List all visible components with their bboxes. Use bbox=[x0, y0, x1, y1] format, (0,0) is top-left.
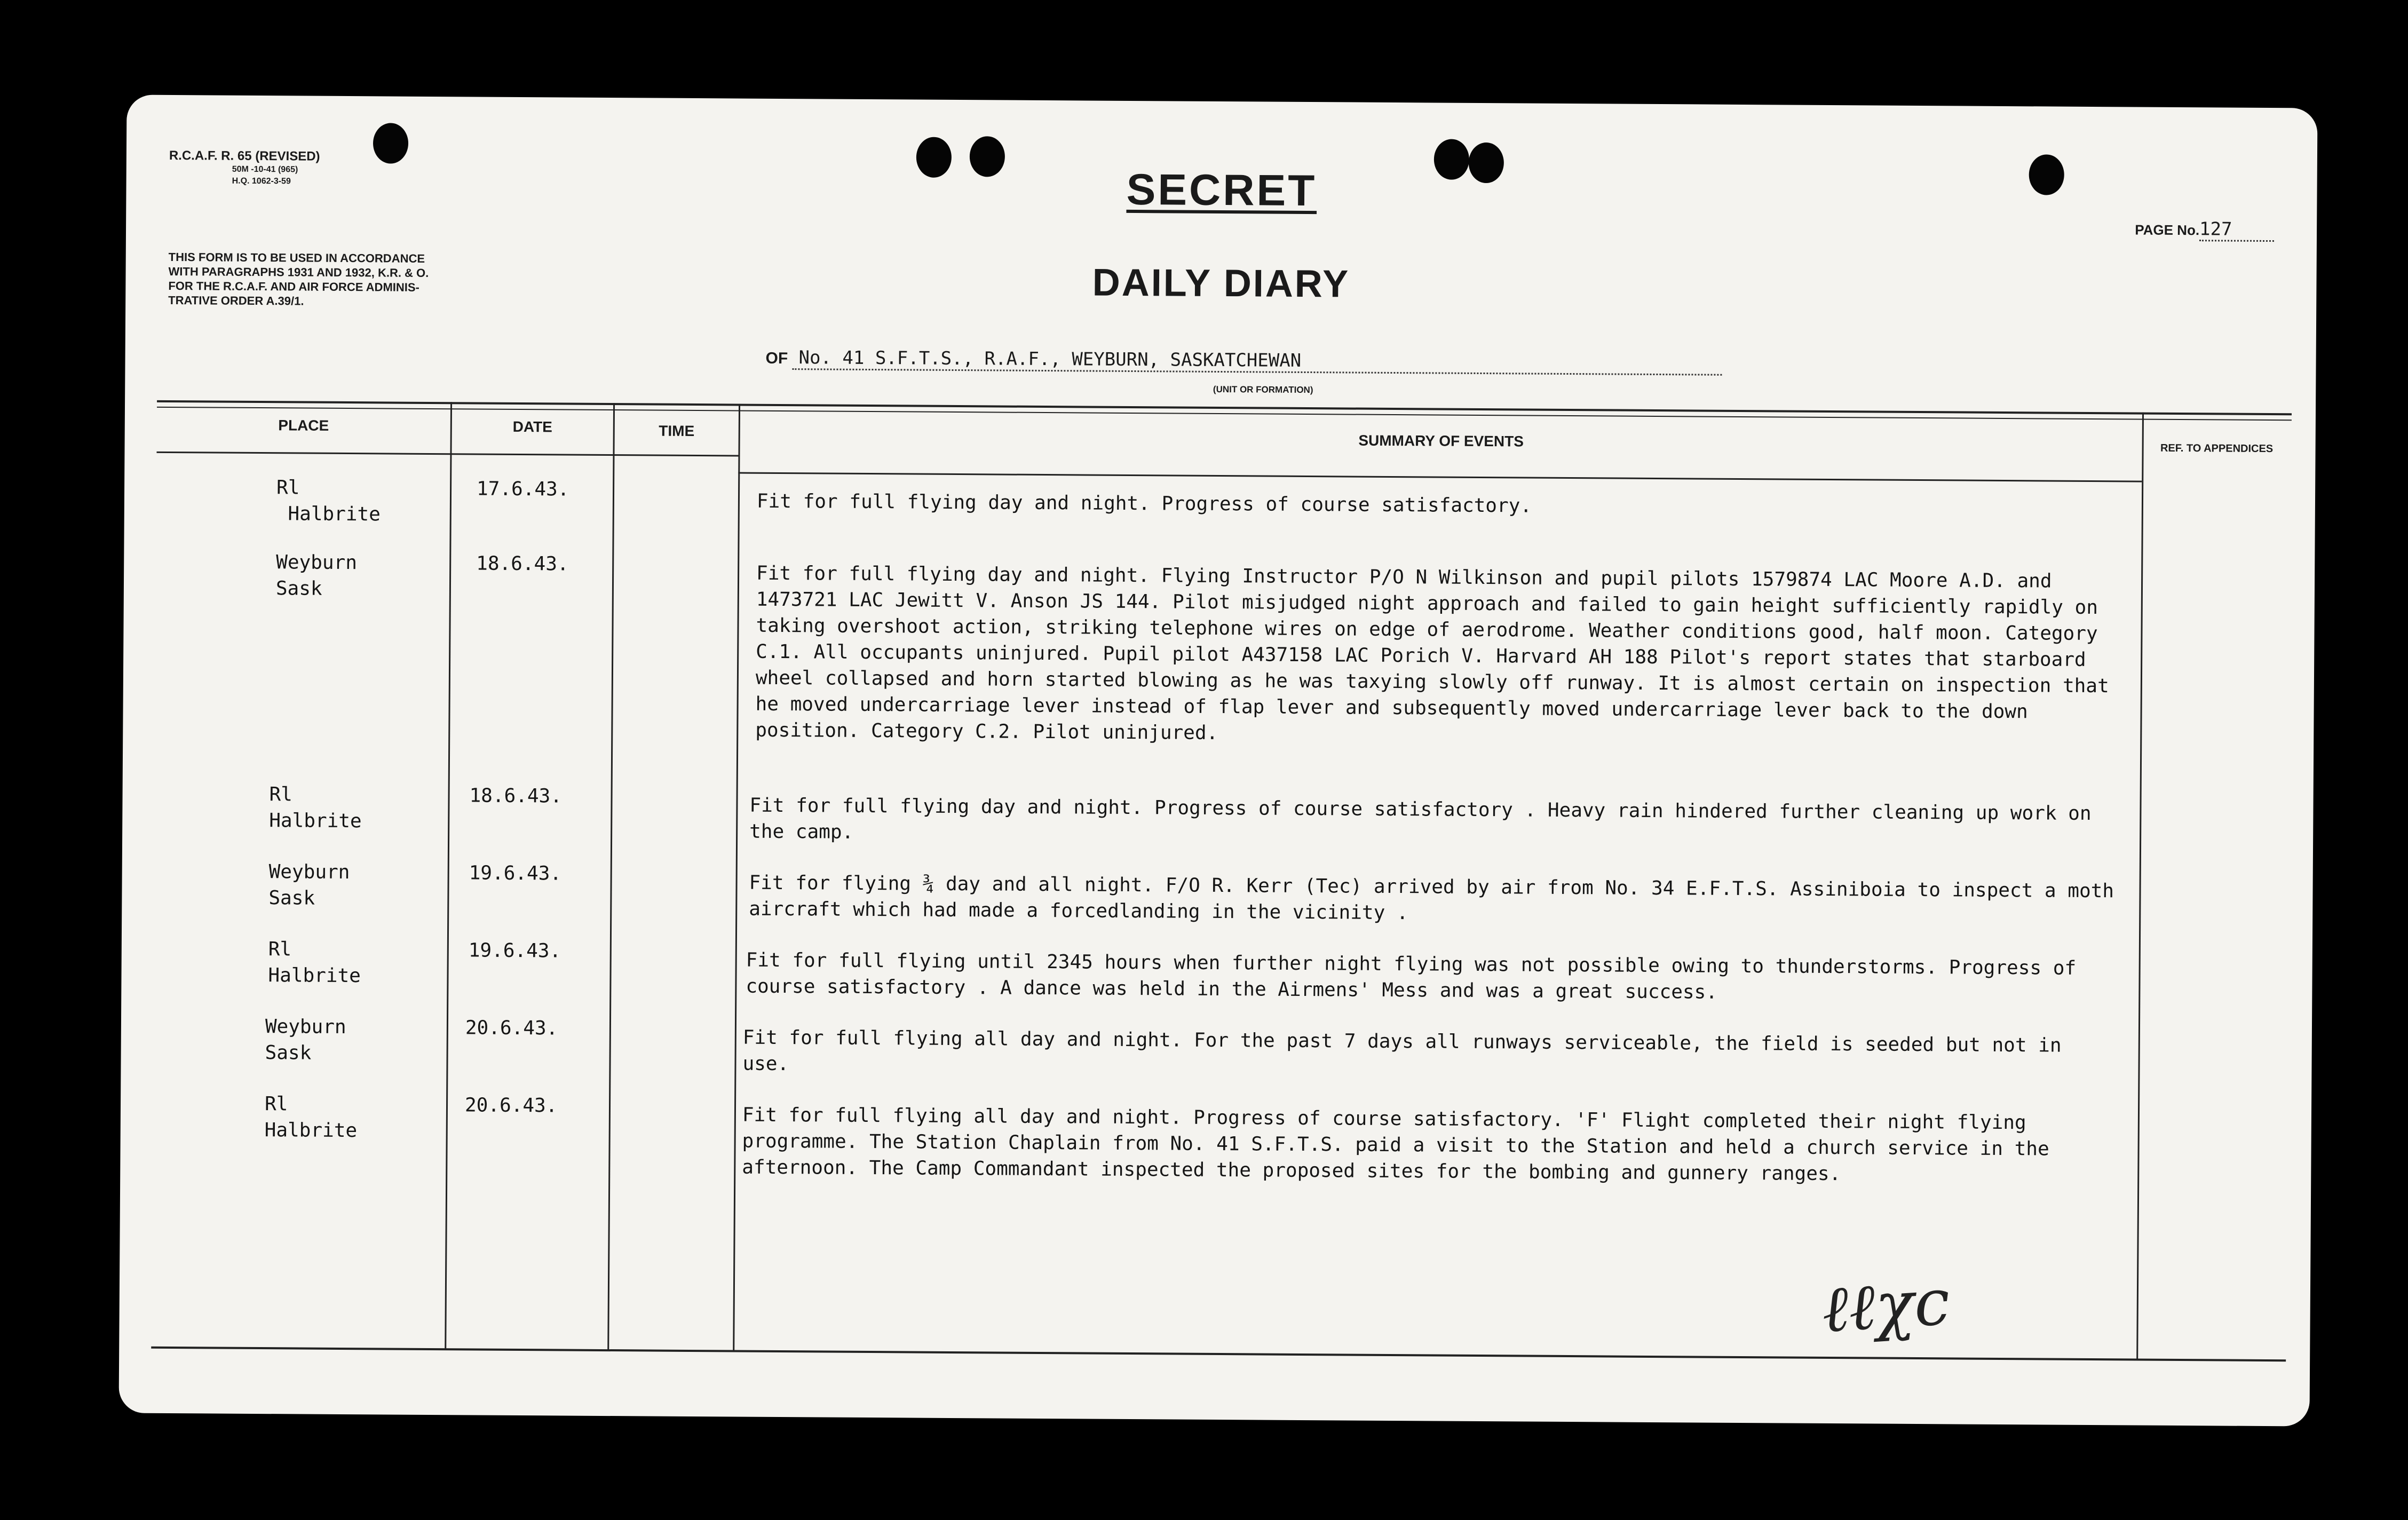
entry-date: 20.6.43. bbox=[465, 1017, 558, 1040]
unit-value: No. 41 S.F.T.S., R.A.F., WEYBURN, SASKATCHEWAN bbox=[792, 347, 1722, 376]
punch-hole bbox=[373, 123, 408, 163]
page-title: DAILY DIARY bbox=[1092, 261, 1350, 306]
entry-summary: Fit for flying ¾ day and all night. F/O R. Kerr (Tec) arrived by air from No. 34 E.F.T.S. Assiniboia to inspect a moth aircraft which had made a forcedlanding in the vicinity . bbox=[749, 872, 2114, 924]
page-number bbox=[2135, 218, 2274, 242]
entry-place: Rl Halbrite bbox=[276, 477, 381, 526]
form-hq-code: H.Q. 1062-3-59 bbox=[232, 176, 291, 186]
page-number-value: 127 bbox=[2199, 218, 2274, 242]
entry-place: Rl Halbrite bbox=[264, 1093, 358, 1142]
entry-place: Weyburn Sask bbox=[275, 551, 358, 600]
entry-date: 20.6.43. bbox=[464, 1094, 558, 1117]
entry-date: 18.6.43. bbox=[469, 785, 563, 808]
header-bottom-rule bbox=[156, 452, 738, 457]
form-instructions: THIS FORM IS TO BE USED IN ACCORDANCE WITH PARAGRAPHS 1931 AND 1932, K.R. & O. FOR THE R.C.A.F. AND AIR FORCE ADMINIS- TRATIVE ORDER A.39/1. bbox=[168, 250, 429, 308]
form-print-code: 50M -10-41 (965) bbox=[232, 164, 298, 175]
column-divider bbox=[733, 403, 740, 1351]
entry-date: 18.6.43. bbox=[476, 552, 569, 575]
entry-summary: Fit for full flying all day and night. For the past 7 days all runways serviceable, the field is seeded but not in use. bbox=[742, 1026, 2062, 1075]
entry-date: 17.6.43. bbox=[476, 478, 569, 501]
column-header-time: TIME bbox=[659, 422, 695, 439]
unit-caption: (UNIT OR FORMATION) bbox=[1213, 384, 1313, 395]
diary-card bbox=[118, 94, 2317, 1426]
entry-date: 19.6.43. bbox=[469, 862, 562, 885]
page-label: PAGE No. bbox=[2135, 221, 2200, 239]
column-divider bbox=[2136, 413, 2144, 1360]
column-header-ref: REF. TO APPENDICES bbox=[2160, 442, 2274, 455]
entry-place: Rl Halbrite bbox=[268, 938, 361, 987]
handwritten-initials: ℓℓχc bbox=[1819, 1265, 1952, 1348]
entry-summary: Fit for full flying day and night. Progress of course satisfactory. bbox=[756, 490, 1532, 517]
unit-line bbox=[765, 347, 1722, 376]
column-header-summary: SUMMARY OF EVENTS bbox=[1358, 432, 1524, 450]
column-divider bbox=[607, 403, 615, 1351]
summary-header-rule bbox=[738, 472, 2142, 482]
entry-place: Weyburn Sask bbox=[265, 1016, 346, 1064]
entry-summary: Fit for full flying day and night. Flying Instructor P/O N Wilkinson and pupil pilots 1579874 LAC Moore A.D. and 1473721 LAC Jewitt V. Anson JS 144. Pilot misjudged night approach and failed to gain height sufficiently rapidly on taking overshoot action, striking telephone wires on edge of aerodrome. Weather conditions good, half moon. Category C.1. All occupants uninjured. Pupil pilot A437158 LAC Porich V. Harvard AH 188 Pilot's report states that starboard wheel collapsed and horn started blowing as he was taxying slowly off runway. It is almost certain on inspection that he moved undercarriage lever instead of flap lever and subsequently moved undercarriage lever back to the down position. Category C.2. Pilot uninjured. bbox=[755, 562, 2109, 744]
column-header-place: PLACE bbox=[278, 417, 329, 434]
entry-summary: Fit for full flying until 2345 hours when further night flying was not possible owing to thunderstorms. Progress of course satisfactory . A dance was held in the Airmens' Mess and was a great success. bbox=[746, 949, 2077, 1003]
entry-place: Weyburn Sask bbox=[268, 861, 350, 909]
table-bottom-rule bbox=[151, 1347, 2286, 1361]
entry-place: Rl Halbrite bbox=[269, 783, 362, 833]
column-header-date: DATE bbox=[512, 418, 552, 436]
form-reference: R.C.A.F. R. 65 (REVISED) 50M -10-41 (965) H.Q. 1062-3-59 bbox=[169, 148, 320, 188]
column-divider bbox=[445, 402, 452, 1350]
entry-summary: Fit for full flying day and night. Progress of course satisfactory . Heavy rain hindered further cleaning up work on the camp. bbox=[749, 794, 2092, 843]
entry-summary: Fit for full flying all day and night. Progress of course satisfactory. 'F' Flight completed their night flying programme. The Station Chaplain from No. 41 S.F.T.S. paid a visit to the Station and held a church service in the afternoon. The Camp Commandant inspected the proposed sites for the bombing and gunnery ranges. bbox=[742, 1104, 2049, 1185]
entry-date: 19.6.43. bbox=[468, 939, 561, 962]
classification-heading: SECRET bbox=[1126, 165, 1317, 216]
of-label: OF bbox=[765, 349, 788, 368]
